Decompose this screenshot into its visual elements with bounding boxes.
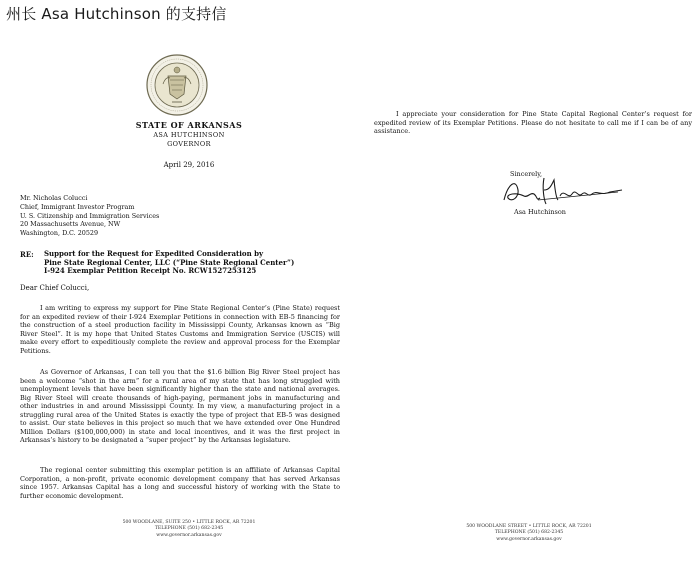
paragraph-text: The regional center submitting this exemplar petition is an affiliate of Arkansas Capital Corporation, a non-profit, private economic development company that has served Arkansas since 1957. Arkansas Capital has a long and successful history of working with the State to further economic development. bbox=[20, 466, 340, 500]
recipient-line: Chief, Immigrant Investor Program bbox=[20, 202, 135, 211]
subject-line bbox=[44, 250, 344, 276]
footer-website: www.governor.arkansas.gov bbox=[156, 532, 222, 538]
footer-address: 500 WOODLANE, SUITE 250 • LITTLE ROCK, AR 72201 bbox=[122, 520, 256, 525]
paragraph-text: I appreciate your consideration for Pine State Capital Regional Center’s request for expedited review of its Exemplar Petitions. Please do not hesitate to call me if I can be of any assistance. bbox=[374, 110, 692, 135]
body-paragraph bbox=[374, 110, 692, 136]
salutation: Dear Chief Colucci, bbox=[20, 284, 90, 292]
body-paragraph bbox=[20, 368, 340, 445]
footer-address: 500 WOODLANE STREET • LITTLE ROCK, AR 72201 bbox=[466, 524, 592, 529]
subject-text: I-924 Exemplar Petition Receipt No. RCW1527253125 bbox=[44, 266, 257, 276]
letter-page-2 bbox=[368, 42, 690, 554]
recipient-line: 20 Massachusetts Avenue, NW bbox=[20, 220, 121, 229]
signer-name: Asa Hutchinson bbox=[514, 208, 566, 216]
subject-label: RE: bbox=[20, 250, 34, 259]
letterhead-state: STATE OF ARKANSAS bbox=[135, 120, 243, 130]
recipient-line: Washington, D.C. 20529 bbox=[20, 229, 99, 238]
letter-page-1 bbox=[20, 42, 358, 554]
subject-text: Support for the Request for Expedited Consideration by bbox=[44, 249, 264, 258]
footer-phone: TELEPHONE (501) 682-2345 bbox=[494, 530, 564, 536]
recipient-line: Mr. Nicholas Colucci bbox=[20, 194, 88, 202]
letter-footer bbox=[368, 524, 690, 543]
image-caption: 州长 Asa Hutchinson 的支持信 bbox=[6, 5, 227, 23]
paragraph-text: As Governor of Arkansas, I can tell you that the $1.6 billion Big River Steel project has been a welcome “shot in the arm” for a rural area of my state that has long struggled with unemployment levels that have been significantly higher than the state and national averages. Big River Steel will create thousands of high-paying, permanent jobs in manufacturing and other industries in and around Mississippi County. In my view, a manufacturing project in a struggling rural area of the United States is exactly the type of project that EB-5 was designed to assist. Our state believes in this project so much that we have extended over One Hundred Million Dollars ($100,000,000) in state and local incentives, and it was the first project in Arkansas’s history to be designated a “super project” by the Arkansas legislature. bbox=[20, 368, 340, 444]
recipient-address bbox=[20, 194, 159, 238]
letterhead-governor-name: ASA HUTCHINSON bbox=[153, 131, 225, 139]
closing: Sincerely, bbox=[510, 170, 543, 178]
letter-footer bbox=[20, 520, 358, 539]
subject-text: Pine State Regional Center, LLC (“Pine State Regional Center”) bbox=[44, 257, 295, 267]
body-paragraph bbox=[20, 304, 340, 355]
state-seal-icon bbox=[146, 54, 208, 116]
paragraph-text: I am writing to express my support for Pine State Regional Center’s (Pine State) request for an expedited review of their I-924 Exemplar Petitions in connection with EB-5 financing for the construction of a steel production facility in Mississippi County, Arkansas known as “Big River Steel”. It is my hope that United States Customs and Immigration Service (USCIS) will make every effort to expeditiously complete the review and approval process for the Exemplar Petitions. bbox=[20, 304, 340, 355]
footer-website: www.governor.arkansas.gov bbox=[496, 536, 562, 542]
letter-date: April 29, 2016 bbox=[163, 161, 215, 169]
body-paragraph bbox=[20, 466, 340, 500]
footer-phone: TELEPHONE (501) 682-2345 bbox=[154, 526, 224, 532]
letterhead-governor-title: GOVERNOR bbox=[167, 140, 211, 148]
recipient-line: U. S. Citizenship and Immigration Services bbox=[20, 211, 160, 220]
